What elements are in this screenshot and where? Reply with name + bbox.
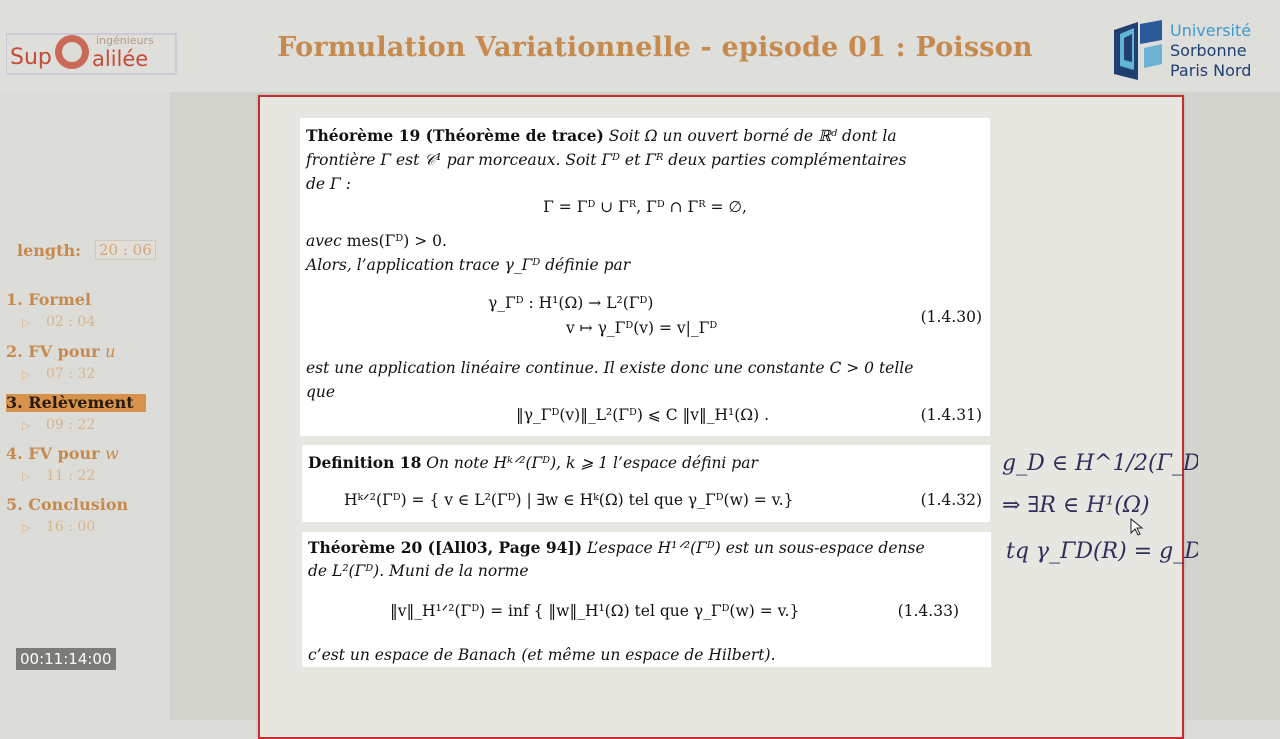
trace-map-row-2: v ↦ γ_Γᴰ(v) = v|_Γᴰ [566, 319, 718, 337]
handwriting-line-1: g_D ∈ H^1/2(Γ_D) [1002, 451, 1198, 476]
length-value: 20 : 06 [95, 240, 156, 260]
sidebar-item-formel[interactable] [6, 290, 91, 309]
sidebar-item-label: 4. FV pour [6, 444, 100, 463]
university-logo [1110, 18, 1260, 84]
university-emblem-icon [1110, 18, 1168, 84]
handwritten-annotation [998, 440, 1198, 580]
play-arrow-icon: ▷ [22, 470, 31, 483]
sidebar-item-conclusion[interactable] [6, 495, 128, 514]
sidebar-item-fv-u[interactable] [6, 342, 115, 361]
logo-galilee-text: alilée [92, 47, 149, 71]
sidebar-item-label: 5. Conclusion [6, 495, 129, 514]
equation-number-1-4-30: (1.4.30) [920, 308, 982, 326]
sidebar-time-value: 16 : 00 [46, 519, 96, 535]
sidebar-time-value: 07 : 32 [46, 366, 96, 382]
theorem-19-line-2: frontière Γ est 𝒞¹ par morceaux. Soit Γᴰ et Γᴿ deux parties complémentaires [306, 151, 907, 169]
play-arrow-icon: ▷ [22, 419, 31, 432]
sidebar-time-conclusion[interactable] [22, 519, 95, 535]
sidebar-item-var: u [105, 342, 116, 361]
play-arrow-icon: ▷ [22, 368, 31, 381]
sidebar-item-fv-w[interactable] [6, 444, 119, 463]
theorem-20-line-3: c’est un espace de Banach (et même un espace de Hilbert). [308, 646, 776, 664]
sidebar-time-fv-w[interactable] [22, 468, 95, 484]
theorem-20-line-1: L’espace H¹ᐟ²(Γᴰ) est un sous-espace dense [587, 539, 925, 557]
university-line-3: Paris Nord [1170, 61, 1252, 80]
theorem-20-line-2: de L²(Γᴰ). Muni de la norme [308, 562, 529, 580]
theorem-19-heading: Théorème 19 (Théorème de trace) [306, 126, 604, 145]
equation-gamma-partition: Γ = Γᴰ ∪ Γᴿ, Γᴰ ∩ Γᴿ = ∅, [543, 198, 747, 216]
theorem-19-line-7: que [306, 383, 336, 401]
theorem-19-line-3: de Γ : [306, 175, 351, 193]
sidebar-time-value: 09 : 22 [46, 417, 96, 433]
equation-h12-norm: ‖v‖_H¹ᐟ²(Γᴰ) = inf { ‖w‖_H¹(Ω) tel que γ_Γᴰ(w) = v.} [390, 602, 800, 620]
university-line-2: Sorbonne [1170, 41, 1247, 60]
handwriting-line-2: ⇒ ∃R ∈ H¹(Ω) [1002, 493, 1150, 518]
play-arrow-icon: ▷ [22, 316, 31, 329]
equation-trace-bound: ‖γ_Γᴰ(v)‖_L²(Γᴰ) ⩽ C ‖v‖_H¹(Ω) . [516, 406, 770, 424]
equation-number-1-4-32: (1.4.32) [920, 491, 982, 509]
logo-ingenieurs-text: ingénieurs [96, 34, 154, 47]
definition-18-heading: Definition 18 [308, 453, 422, 472]
equation-hk2-definition: Hᵏᐟ²(Γᴰ) = { v ∈ L²(Γᴰ) | ∃w ∈ Hᵏ(Ω) tel que γ_Γᴰ(w) = v.} [344, 491, 794, 509]
handwriting-line-3: tq γ_ΓD(R) = g_D [1006, 539, 1198, 564]
theorem-19-line-5: Alors, l’application trace γ_Γᴰ définie par [306, 256, 631, 274]
theorem-19-line-1: Soit Ω un ouvert borné de ℝᵈ dont la [608, 127, 897, 145]
university-line-1: Université [1170, 21, 1252, 40]
theorem-19-line-6: est une application linéaire continue. Il existe donc une constante C > 0 telle [306, 359, 914, 377]
sidebar-time-relevement[interactable] [22, 417, 95, 433]
sidebar-item-label: 3. Relèvement [6, 393, 134, 412]
timecode: 00:11:14:00 [16, 648, 116, 670]
definition-18-box [302, 445, 990, 522]
sidebar-item-var: w [105, 444, 119, 463]
trace-map-row-1: γ_Γᴰ : H¹(Ω) → L²(Γᴰ) [488, 294, 654, 312]
theorem-20-heading: Théorème 20 ([All03, Page 94]) [308, 538, 583, 557]
sidebar-time-formel[interactable] [22, 314, 95, 330]
length-label: length: [17, 241, 82, 260]
slide-title: Formulation Variationnelle - episode 01 : Poisson [277, 32, 1033, 63]
definition-18-line-1: On note Hᵏᐟ²(Γᴰ), k ⩾ 1 l’espace défini par [426, 454, 758, 472]
equation-number-1-4-31: (1.4.31) [920, 406, 982, 424]
sidebar-item-label: 2. FV pour [6, 342, 100, 361]
logo-sup-text: Sup [10, 45, 52, 70]
theorem-20-box [302, 532, 991, 667]
mouse-cursor-icon [1130, 518, 1144, 536]
sidebar-time-fv-u[interactable] [22, 366, 95, 382]
theorem-19-box [300, 118, 990, 436]
sidebar-item-label: 1. Formel [6, 290, 92, 309]
sidebar-time-value: 11 : 22 [46, 468, 96, 484]
sidebar-item-relevement[interactable] [6, 393, 134, 412]
theorem-19-mes: mes(Γᴰ) > 0. [346, 232, 447, 250]
theorem-19-avec: avec [306, 232, 342, 250]
play-arrow-icon: ▷ [22, 521, 31, 534]
sidebar-time-value: 02 : 04 [46, 314, 96, 330]
equation-number-1-4-33: (1.4.33) [897, 602, 959, 620]
